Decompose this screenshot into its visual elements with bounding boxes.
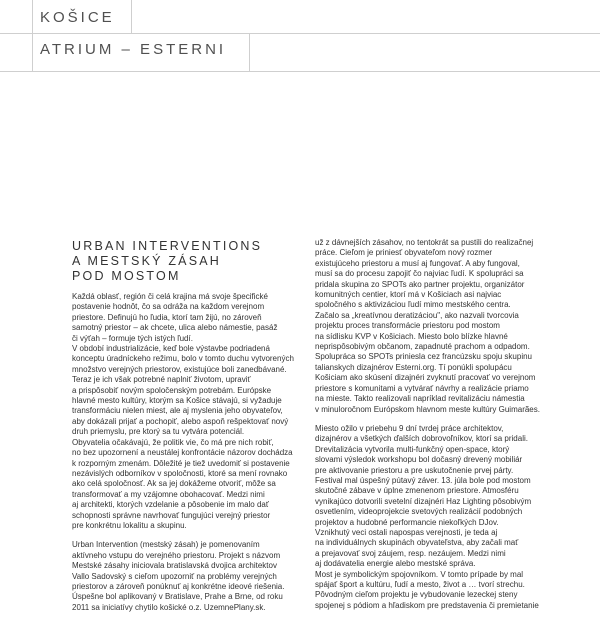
- header-city: KOŠICE: [40, 9, 115, 26]
- header-city-rule: [131, 0, 132, 34]
- article-title-line: A MESTSKÝ ZÁSAH: [72, 254, 222, 268]
- header-divider-top: [0, 33, 600, 34]
- right-column: [315, 238, 551, 620]
- header-vertical-rule: [32, 0, 33, 72]
- right-paragraph: už z dávnejších zásahov, no tentokrát sa pustili do realizačnej práce. Cieľom je priniesť obyvateľom nový rozmer existujúceho priestoru a musí aj fungovať. A aby fungoval, musí sa do procesu zapojiť čo najviac ľudí. K spolupráci sa pridala skupina zo SPOTs ako partner projektu, organizátor komunitných centier, ktorí má v Košiciach asi najviac spoločného s aktivizáciou ľudí mimo mestského centra. Začalo sa „kreatívnou deratizáciou", ako nazvali tvorcovia projektu proces transformácie priestoru pod mostom na sídlisku KVP v Košiciach. Miesto bolo blízke hlavné neprispôsobivým občanom, zapadnuté prachom a odpadom. Spolupráca so SPOTs priniesla cez francúzsku spoju skupinu talianskych dizajnérov Esterni.org. Tí ponúkli spolupácu Košiciam ako skúsení dizajnéri zvyknutí pracovať vo verejnom priestore s komunitami a vytvárať návrhy a realizácie priamo na mieste. Takto realizovali napríklad revitalizáciu námestia v minuloročnom Európskom hlavnom meste kultúry Guimarães.: [315, 238, 540, 414]
- left-paragraph: Urban Intervention (mestský zásah) je pomenovaním aktívneho vstupu do verejného priestoru. Projekt s názvom Mestské zásahy iniciovala bratislavská dvojica architektov Vallo Sadovský s cieľom upozorniť na problémy verejných priestorov a zároveň ponúknuť aj konkrétne ideové riešenia. Úspešne bol aplikovaný v Bratislave, Prahe a Brne, od roku 2011 sa iniciatívy chytilo košické o.z. UzemnePlany.sk.: [72, 540, 285, 612]
- article-title: [72, 239, 302, 284]
- header-divider-bottom: [0, 71, 600, 72]
- left-column: [72, 292, 308, 622]
- article-title-line: POD MOSTOM: [72, 269, 181, 283]
- section-header: [0, 0, 600, 72]
- header-section-rule: [249, 34, 250, 72]
- right-paragraph: Miesto ožilo v priebehu 9 dní tvrdej práce architektov, dizajnérov a všetkých ďalších dobrovoľníkov, ktorí sa pridali. Drevitalizácia vytvorila multi-funkčný open-space, ktorý slovami výsledok workshopu bol dočasný drevený mobiliár pre aktivovanie priestoru a pre uskutočnenie prvej párty. Festival mal úspešný pútavý záver. 13. júla bole pod mostom skutočné zábave v úplne zmenenom priestore. Atmosféru vynikajúco dotvorili svetelní dizajnéri Haz Lighting pôsobivým osvetlením, videoprojekcie svetových realizácií podobných projektov a hudobné performancie niekoľkých DJov. Vznikhutý veci ostali napospas verejnosti, je teda aj na individuálnych skupinách obyvateľstva, aby začali mať a prejavovať svoj záujem, resp. nezáujem. Medzi nimi aj dodávatelia energie alebo mestské správa. Most je symbolickým spojovníkom. V tomto prípade by mal spájať šport a kultúru, ľudí a mesto, život a … tvorí strechu. Pôvodným cieľom projektu je vybudovanie lezeckej steny spojenej s pódiom a hľadiskom pre predstavenia či premietanie: [315, 423, 539, 610]
- article-title-line: URBAN INTERVENTIONS: [72, 239, 263, 253]
- header-section: ATRIUM – ESTERNI: [40, 41, 227, 58]
- left-paragraph: Každá oblasť, región či celá krajina má svoje špecifické postavenie hodnôt, čo sa odráža na každom verejnom priestore. Definujú ho ľudia, ktorí tam žijú, no zároveň samotný priestor – ak chcete, ulica alebo námestie, pasáž či výťah – formuje tých istých ľudí. V období industrializácie, keď bole výstavbe podriadená konceptu úradníckeho režimu, bolo v tomto duchu vytvorených množstvo verejných priestorov, existujúce boli zanedbávané. Teraz je ich však potrebné naplniť životom, upraviť a prispôsobiť novým spoločenským potrebám. Európske hlavné mesto kultúry, ktorým sa Košice stávajú, si vyžaduje transformáciu nielen miest, ale aj myslenia jeho obyvateľov, aby dokázali prijať a pochopiť, alebo aspoň rešpektovať nový druh priemyslu, pre ktorý sa tu vytvára potenciál. Obyvatelia očakávajú, že politik vie, čo má pre nich robiť, no bez upozornení a neustálej konfrontácie názorov dochádza k rozporným zmenám. Dôležité je tiež uvedomiť si postavenie nezávislých odborníkov v spoločnosti, ktoré sa mení rovnako ako celá spoločnosť. Ak sa jej dokážeme otvoriť, môže sa transformovať a my vzájomne obohacovať. Medzi nimi aj architekti, ktorých vzdelanie a pôsobenie im malo dať schopnosti správne navrhovať fungujúci verejný priestor pre konkrétnu lokalitu a skupinu.: [72, 292, 294, 530]
